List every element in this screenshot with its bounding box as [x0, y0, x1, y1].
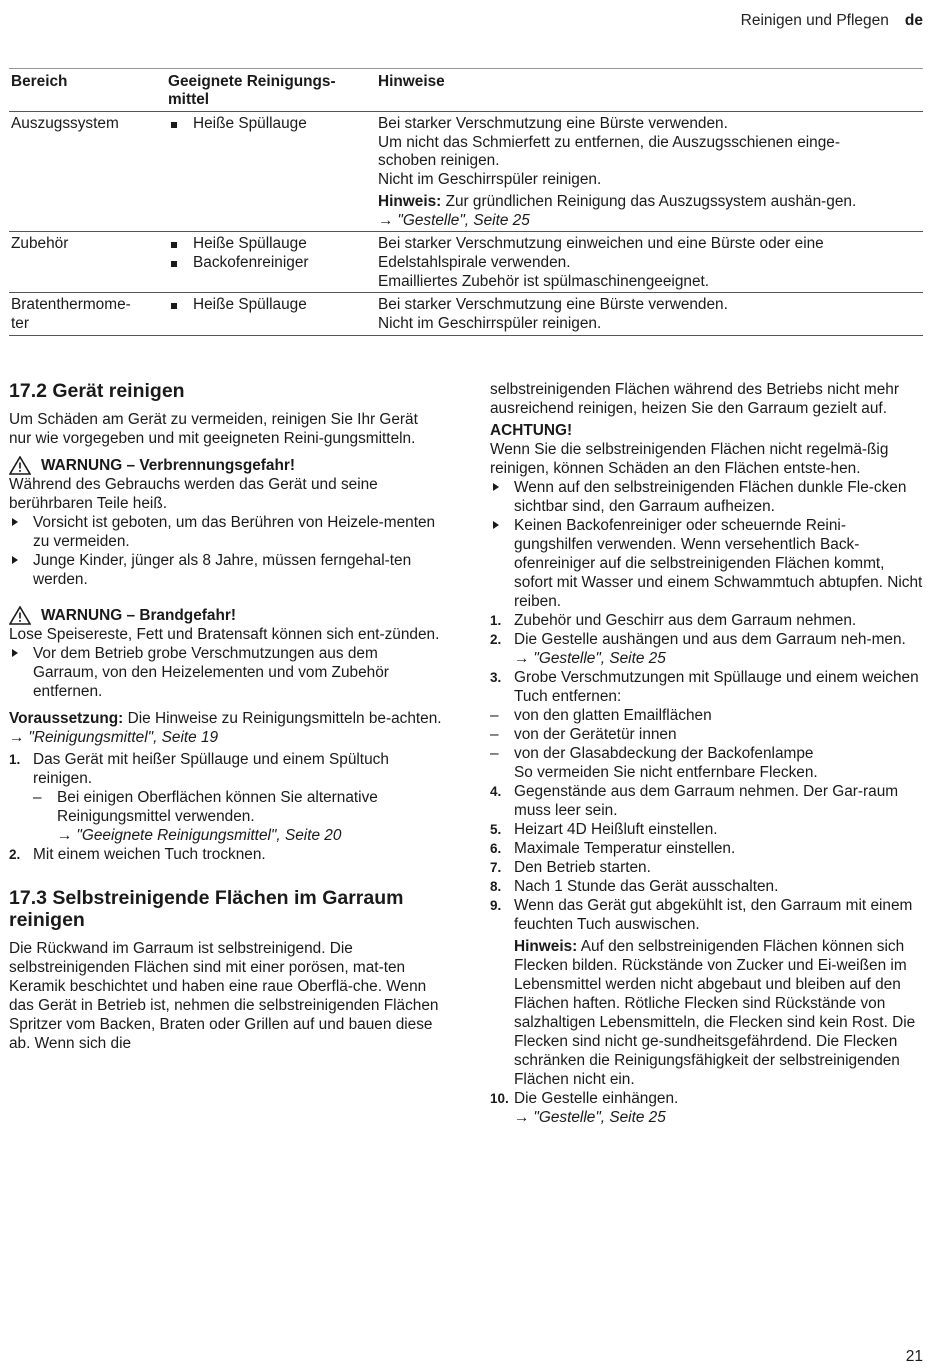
warning-heading: WARNUNG – Verbrennungsgefahr!	[9, 456, 444, 475]
col-header-agents: Geeignete Reinigungs- mittel	[168, 69, 378, 112]
warning-triangle-icon	[9, 456, 31, 475]
warning-triangle-icon	[9, 606, 31, 625]
list-item: 1. Zubehör und Geschirr aus dem Garraum nehmen.	[490, 612, 857, 629]
caution-heading: ACHTUNG!	[490, 422, 573, 439]
step-list	[490, 611, 923, 1127]
step-hint: Hinweis: Auf den selbstreinigenden Flächen können sich Flecken bilden. Rückstände von Zucker und Ei-weißen im Lebensmittel werden nicht abgebaut und bleiben auf den Flächen haften. Rötliche Flecken sind Rückstände von salzhaltigen Lebensmitteln, die Flecken sind kein Rost. Die Flecken sind nicht ge-sundheitsgefährdend. Die Flecken schränken die Reinigungsfähigkeit der selbstreinigenden Flächen nicht ein.	[514, 938, 916, 1088]
arrow-right-icon: →	[9, 729, 25, 746]
note-line: Um nicht das Schmierfett zu entfernen, die Auszugsschienen einge-schoben reinigen.	[378, 133, 840, 170]
cell-notes	[378, 293, 923, 335]
sub-item: – von der Gerätetür innen	[490, 725, 923, 744]
arrow-right-icon: →	[514, 650, 530, 667]
list-item: Vorsicht ist geboten, um das Berühren von Heizele-menten zu vermeiden.	[9, 513, 444, 551]
table-row	[9, 232, 923, 293]
list-item: Wenn auf den selbstreinigenden Flächen dunkle Fle-cken sichtbar sind, den Garraum aufheizen.	[490, 478, 923, 516]
table-row	[9, 112, 923, 232]
cell-area: Zubehör	[9, 232, 168, 293]
language-code: de	[904, 12, 923, 29]
list-item: Keinen Backofenreiniger oder scheuernde Reini-gungshilfen verwenden. Wenn versehentlich Back-ofenreiniger auf die selbstreinigenden Flächen kommt, sofort mit Wasser und einem Schwammtuch abtupfen. Nicht reiben.	[490, 516, 923, 611]
page-number: 21	[905, 1348, 923, 1365]
list-item: 7. Den Betrieb starten.	[490, 859, 651, 876]
cross-reference-link[interactable]: → "Reinigungsmittel", Seite 19	[9, 729, 219, 746]
right-column	[490, 380, 923, 1127]
arrow-right-icon: →	[57, 827, 73, 844]
note-line: Nicht im Geschirrspüler reinigen.	[378, 171, 602, 189]
list-item: 8. Nach 1 Stunde das Gerät ausschalten.	[490, 878, 779, 895]
note-line: Bei starker Verschmutzung eine Bürste verwenden.	[378, 296, 728, 314]
col-header-area: Bereich	[9, 69, 168, 112]
list-item: Vor dem Betrieb grobe Verschmutzungen aus dem Garraum, von den Heizelementen und vom Zubehör entfernen.	[9, 644, 444, 701]
prerequisite: Voraussetzung: Die Hinweise zu Reinigungsmitteln be-achten.	[9, 710, 442, 727]
cell-notes	[378, 112, 923, 232]
caution-text: Wenn Sie die selbstreinigenden Flächen nicht regelmä-ßig reinigen, können Schäden an den Flächen entste-hen.	[490, 441, 889, 477]
sub-item: – Bei einigen Oberflächen können Sie alternative Reinigungsmittel verwenden.	[33, 788, 444, 826]
left-column	[9, 380, 444, 1053]
agent-item: Backofenreiniger	[168, 254, 378, 273]
step-list	[9, 750, 444, 864]
section-heading-17-3: 17.3 Selbstreinigende Flächen im Garraum reinigen	[9, 887, 404, 931]
note-line: Bei starker Verschmutzung eine Bürste verwenden.	[378, 115, 728, 132]
cell-area: Auszugssystem	[9, 112, 168, 232]
list-item: 9. Wenn das Gerät gut abgekühlt ist, den Garraum mit einem feuchten Tuch auswischen. Hinweis: Auf den selbstreinigenden Flächen können sich Flecken bilden. Rückstände von Zucker und Ei-weißen im Lebensmittel werden nicht abgebaut und bleiben auf den Flächen haften. Rötliche Flecken sind Rückstände von salzhaltigen Lebensmitteln, die Flecken sind kein Rost. Die Flecken sind nicht ge-sundheitsgefährdend. Die Flecken schränken die Reinigungsfähigkeit der selbstreinigenden Flächen nicht ein.	[490, 896, 923, 1089]
section-intro: Die Rückwand im Garraum ist selbstreinigend. Die selbstreinigenden Flächen sind mit einer porösen, mat-ten Keramik beschichtet und haben eine raue Oberflä-che. Wenn das Gerät in Betrieb ist, nehmen die selbstreinigenden Flächen Spritzer vom Backen, Braten oder Grillen auf und bauen diese ab. Wenn sich die	[9, 940, 439, 1052]
section-title: Reinigen und Pflegen	[740, 12, 889, 29]
note-line: Bei starker Verschmutzung einweichen und eine Bürste oder eine Edelstahlspirale verwenden.	[378, 235, 824, 271]
list-item: 1. Das Gerät mit heißer Spüllauge und einem Spültuch reinigen. – Bei einigen Oberflächen können Sie alternative Reinigungsmittel verwenden. → "Geeignete Reinigungsmittel", Seite 20	[9, 750, 444, 845]
cell-agents	[168, 112, 378, 232]
table-row	[9, 293, 923, 335]
step-note: So vermeiden Sie nicht entfernbare Flecken.	[514, 764, 818, 781]
agent-item: Heiße Spüllauge	[168, 296, 378, 315]
warning-list	[9, 513, 444, 589]
list-item: Junge Kinder, jünger als 8 Jahre, müssen ferngehal-ten werden.	[9, 551, 444, 589]
list-item: 10. Die Gestelle einhängen. → "Gestelle", Seite 25	[490, 1089, 923, 1127]
list-item: 2. Mit einem weichen Tuch trocknen.	[9, 846, 266, 863]
list-item: 4. Gegenstände aus dem Garraum nehmen. Der Gar-raum muss leer sein.	[490, 783, 899, 819]
col-header-notes: Hinweise	[378, 69, 923, 112]
note-line: Nicht im Geschirrspüler reinigen.	[378, 315, 602, 333]
section-heading-17-2: 17.2 Gerät reinigen	[9, 380, 185, 402]
list-item: 6. Maximale Temperatur einstellen.	[490, 840, 736, 857]
cell-agents	[168, 232, 378, 293]
cross-reference-link[interactable]: → "Gestelle", Seite 25	[378, 211, 530, 229]
cross-reference-link[interactable]: → "Gestelle", Seite 25	[514, 1109, 666, 1126]
warning-list	[9, 644, 444, 701]
cell-notes	[378, 232, 923, 293]
section-continued: selbstreinigenden Flächen während des Betriebs nicht mehr ausreichend reinigen, heizen Sie den Garraum gezielt auf.	[490, 381, 899, 417]
note-line: Emailliertes Zubehör ist spülmaschinengeeignet.	[378, 272, 710, 290]
sub-item: – von der Glasabdeckung der Backofenlampe	[490, 744, 923, 763]
note-hint: Hinweis: Zur gründlichen Reinigung das Auszugssystem aushän-gen.	[378, 192, 857, 210]
cross-reference-link[interactable]: → "Geeignete Reinigungsmittel", Seite 20	[57, 827, 342, 844]
sub-item: – von den glatten Emailflächen	[490, 706, 923, 725]
section-intro: Um Schäden am Gerät zu vermeiden, reinigen Sie Ihr Gerät nur wie vorgegeben und mit geeigneten Reini-gungsmitteln.	[9, 411, 418, 447]
list-item: 2. Die Gestelle aushängen und aus dem Garraum neh-men. → "Gestelle", Seite 25	[490, 630, 923, 668]
list-item: 5. Heizart 4D Heißluft einstellen.	[490, 821, 718, 838]
arrow-right-icon: →	[378, 211, 394, 229]
warning-text: Lose Speisereste, Fett und Bratensaft können sich ent-zünden.	[9, 626, 440, 643]
agent-item: Heiße Spüllauge	[168, 235, 378, 254]
list-item: 3. Grobe Verschmutzungen mit Spüllauge und einem weichen Tuch entfernen: – von den glatten Emailflächen – von der Gerätetür innen – von der Glasabdeckung der Backofenlampe So vermeiden Sie nicht entfernbare Flecken.	[490, 668, 923, 782]
warning-heading: WARNUNG – Brandgefahr!	[9, 606, 444, 625]
cell-area: Bratenthermome- ter	[9, 293, 168, 335]
cross-reference-link[interactable]: → "Gestelle", Seite 25	[514, 650, 666, 667]
table-header-row	[9, 69, 923, 112]
cleaning-table	[9, 68, 923, 336]
caution-list	[490, 478, 923, 611]
arrow-right-icon: →	[514, 1109, 530, 1126]
agent-item: Heiße Spüllauge	[168, 115, 378, 134]
page-header	[741, 11, 923, 30]
cell-agents	[168, 293, 378, 335]
warning-text: Während des Gebrauchs werden das Gerät und seine berührbaren Teile heiß.	[9, 476, 378, 512]
